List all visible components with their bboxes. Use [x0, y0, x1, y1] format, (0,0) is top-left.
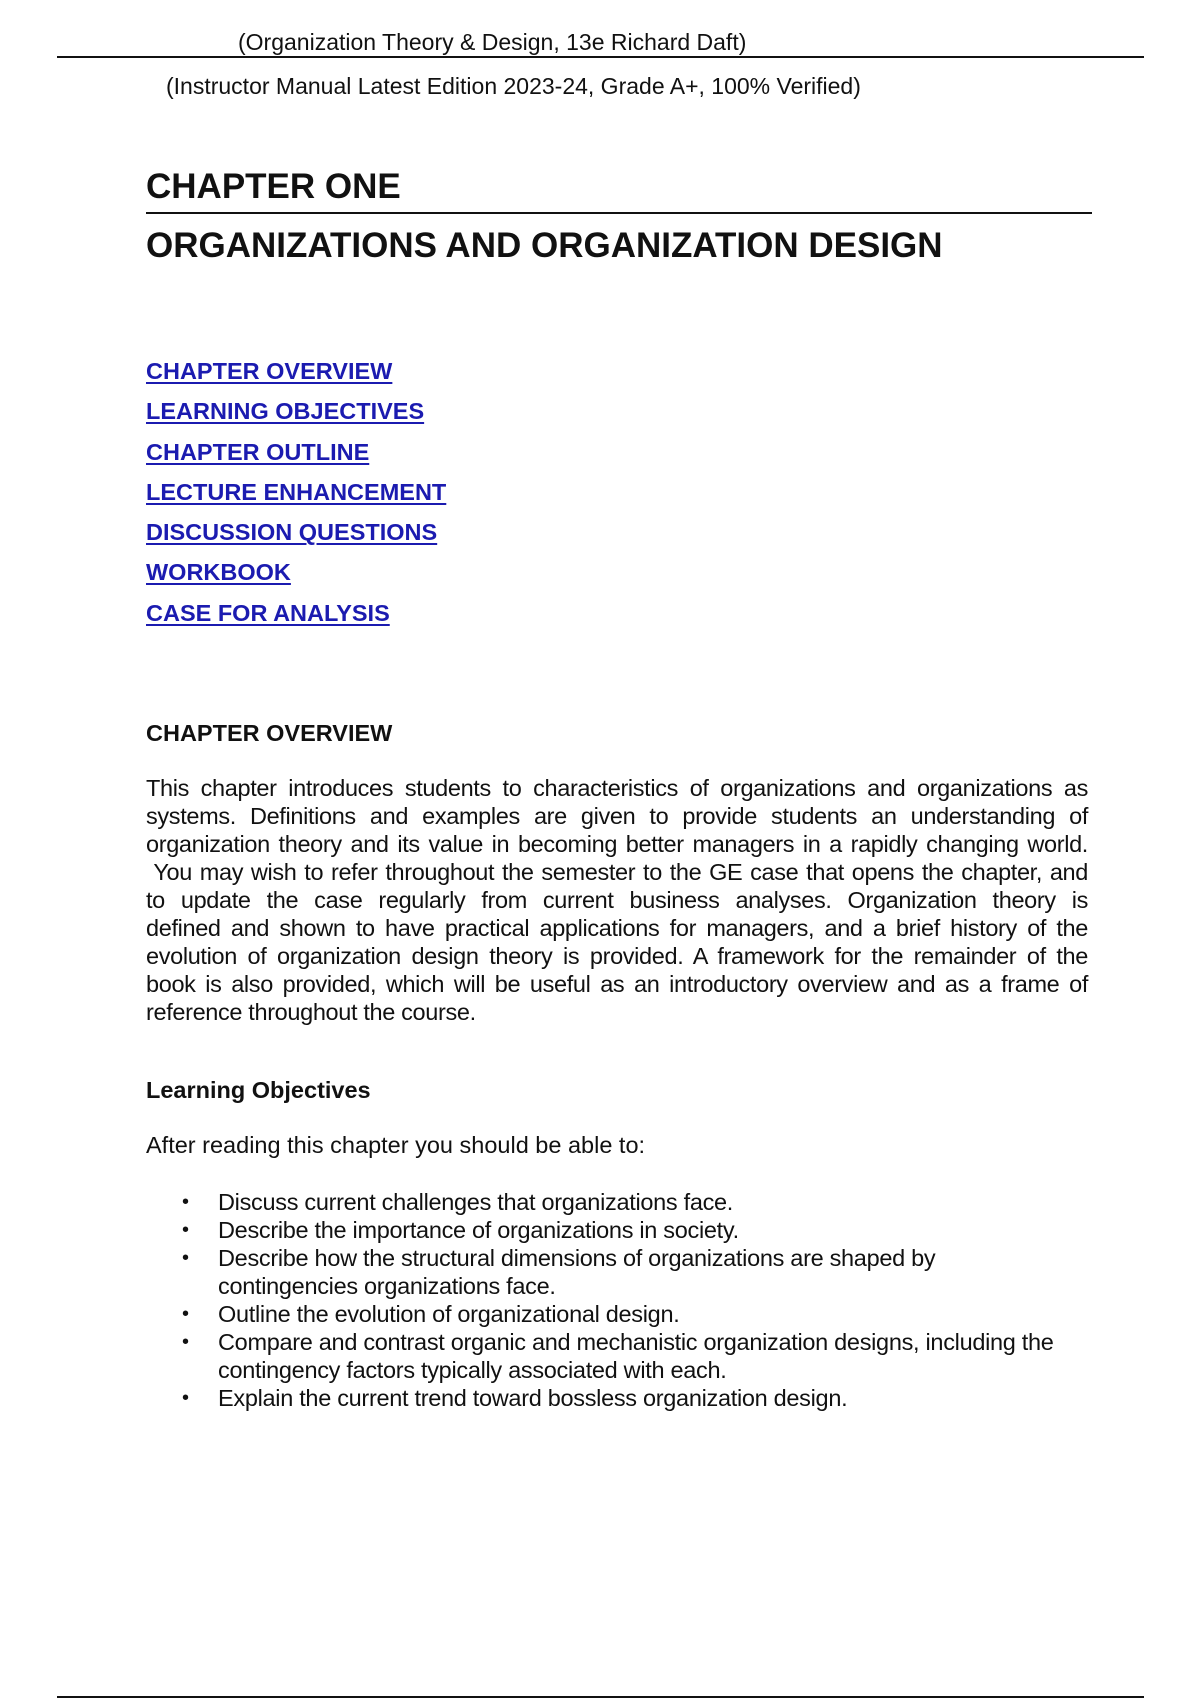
paragraph-line: organization theory and its value in becoming better managers in a rapidly changing world. — [146, 831, 1088, 857]
bullet-icon: • — [182, 1303, 189, 1325]
list-item-text: Outline the evolution of organizational design. — [218, 1301, 680, 1327]
toc-link-chapter-outline[interactable]: CHAPTER OUTLINE — [146, 438, 370, 465]
learning-objectives-intro: After reading this chapter you should be able to: — [146, 1132, 646, 1158]
bullet-icon: • — [182, 1191, 189, 1213]
list-item-text: Compare and contrast organic and mechanistic organization designs, including the contingency factors typically associated with each. — [218, 1329, 1054, 1383]
toc-item — [146, 557, 446, 597]
list-item — [146, 1244, 1096, 1300]
paragraph-line: systems. Definitions and examples are given to provide students an understanding of — [146, 803, 1088, 829]
bullet-icon: • — [182, 1219, 189, 1241]
toc-item — [146, 396, 446, 436]
paragraph-line: This chapter introduces students to characteristics of organizations and organizations as — [146, 775, 1088, 801]
paragraph-line: to update the case regularly from current business analyses. Organization theory is — [146, 887, 1088, 913]
paragraph-line: defined and shown to have practical applications for managers, and a brief history of the — [146, 915, 1088, 941]
list-item — [146, 1216, 1096, 1244]
chapter-overview-heading: CHAPTER OVERVIEW — [146, 720, 393, 746]
list-item — [146, 1188, 1096, 1216]
table-of-contents — [146, 356, 446, 638]
toc-item — [146, 356, 446, 396]
bullet-icon: • — [182, 1247, 189, 1269]
learning-objectives-heading: Learning Objectives — [146, 1077, 371, 1103]
paragraph-line: You may wish to refer throughout the semester to the GE case that opens the chapter, and — [146, 859, 1088, 885]
chapter-number: CHAPTER ONE — [146, 167, 401, 206]
list-item — [146, 1384, 1096, 1412]
toc-link-chapter-overview[interactable]: CHAPTER OVERVIEW — [146, 358, 393, 384]
toc-link-workbook[interactable]: WORKBOOK — [146, 559, 291, 586]
learning-objectives-list — [146, 1188, 1096, 1412]
running-header-title: (Organization Theory & Design, 13e Richard Daft) — [238, 29, 747, 55]
footer-divider — [57, 1696, 1144, 1698]
header-divider — [57, 56, 1144, 58]
chapter-title: ORGANIZATIONS AND ORGANIZATION DESIGN — [146, 226, 943, 265]
list-item — [146, 1300, 1096, 1328]
list-item — [146, 1328, 1096, 1384]
toc-link-case-for-analysis[interactable]: CASE FOR ANALYSIS — [146, 599, 390, 626]
bullet-icon: • — [182, 1387, 189, 1409]
paragraph-line: book is also provided, which will be useful as an introductory overview and as a frame of — [146, 971, 1088, 997]
toc-link-lecture-enhancement[interactable]: LECTURE ENHANCEMENT — [146, 478, 447, 505]
toc-item — [146, 517, 446, 557]
bullet-icon: • — [182, 1331, 189, 1353]
list-item-text: Describe how the structural dimensions of organizations are shaped by contingencies organizations face. — [218, 1245, 936, 1299]
list-item-text: Discuss current challenges that organizations face. — [218, 1189, 734, 1215]
toc-item — [146, 477, 446, 517]
toc-link-discussion-questions[interactable]: DISCUSSION QUESTIONS — [146, 519, 438, 546]
list-item-text: Explain the current trend toward bossless organization design. — [218, 1385, 848, 1411]
running-header-subtitle: (Instructor Manual Latest Edition 2023-24, Grade A+, 100% Verified) — [166, 73, 861, 99]
chapter-overview-paragraph — [146, 774, 1088, 1026]
toc-link-learning-objectives[interactable]: LEARNING OBJECTIVES — [146, 398, 425, 425]
paragraph-line: reference throughout the course. — [146, 999, 476, 1025]
chapter-divider — [146, 212, 1092, 214]
list-item-text: Describe the importance of organizations in society. — [218, 1217, 739, 1243]
toc-item — [146, 598, 446, 638]
paragraph-line: evolution of organization design theory is provided. A framework for the remainder of the — [146, 943, 1088, 969]
toc-item — [146, 437, 446, 477]
